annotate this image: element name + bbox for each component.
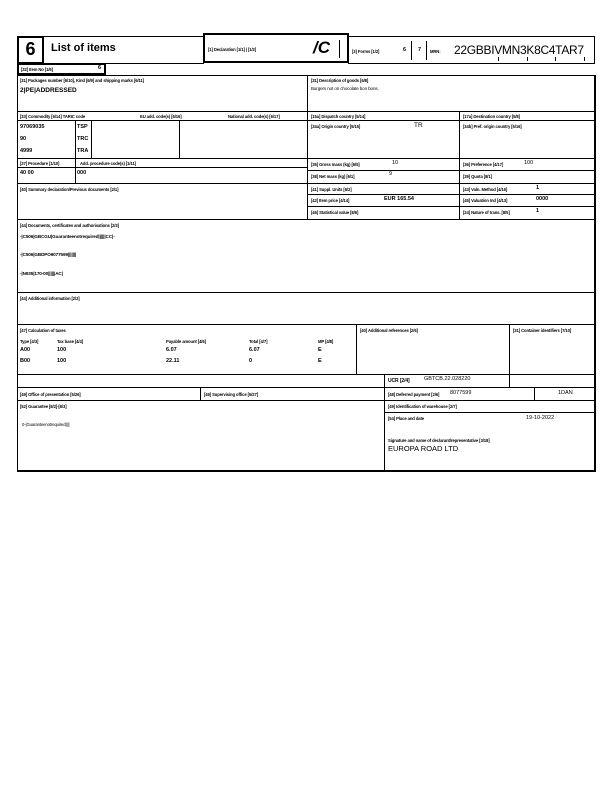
guarantee-value: 0-|Guaranteenotrequired|||| [22,422,70,427]
preference-value: 100 [524,160,534,166]
ucr-label: UCR [2/4] [388,378,410,384]
tax-cell: E [318,347,322,353]
page-number-box [17,36,44,64]
summary-docs-label: [40] Summary declaration/Previous documents [2/1] [20,187,119,192]
item-price-value: EUR 165.54 [384,196,414,202]
page-number: 6 [25,39,36,59]
place-date-value: 19-10-2022 [526,415,555,421]
declaration-label: [1] Declaration [1/1] | [1/2] [208,47,257,52]
dispatch-country-label: [15a] Dispatch country [5/14] [311,114,366,119]
document-line: -|C506|GBDPO9077599||||||| [20,252,77,257]
tax-cell: 100 [57,347,67,353]
commodity-type: TRC [77,136,89,142]
gross-mass-label: [35] Gross mass (kg) [6/5] [311,162,360,167]
quota-label: [39] Quota [8/1] [463,174,492,179]
additional-info-label: [44] Additional information [2/2] [20,296,80,301]
pref-origin-country-label: [34b] Pref. origin country [5/16] [463,124,522,129]
item-no-value: 6 [98,65,102,71]
title-box [43,36,204,64]
declaration-value: /C [313,38,330,57]
item-price-label: [42] Item price [4/14] [311,198,350,203]
tax-header-type: Type [4/3] [20,339,39,344]
tax-cell: B00 [20,358,31,364]
tax-cell: A00 [20,347,31,353]
commodity-code: 4999 [20,148,33,154]
tax-header-mp: MP [4/8] [318,339,334,344]
add-procedure-label: Add. procedure code(s) [1/11] [80,161,136,166]
signature-label: Signature and name of declarant/representative [3/18] [388,438,490,443]
commodity-type: TSP [77,124,88,130]
tax-cell: 22.11 [166,358,180,364]
document-line: -|N935|170-00||||||AC| [20,271,63,276]
declaration-box [203,33,349,63]
commodity-code: 97069035 [20,124,45,130]
valuation-method-value: 1 [536,185,540,191]
item-no-label: [32] Item No [1/6] [21,67,53,72]
supp-units-label: [41] Suppl. Units [6/2] [311,187,352,192]
valuation-method-label: [43] Valn. Method [4/16] [463,187,508,192]
item-no-box [17,63,106,75]
container-ids-label: [31] Container identifiers [7/10] [513,328,572,333]
valuation-ind-value: 0000 [536,196,549,202]
tax-cell: 6.07 [249,347,260,353]
forms-label: [3] Forms [1/2] [352,49,380,54]
description-label: [31] Description of goods [6/8] [311,78,369,83]
statistical-value-label: [46] Statistical value [8/6] [311,210,359,215]
mrn-value: 22GBBIVMN3K8C4TAR7 [454,43,584,57]
net-mass-label: [38] Net mass (kg) [6/1] [311,174,355,179]
tax-cell: 100 [57,358,67,364]
tax-cell: E [318,358,322,364]
commodity-type: TRA [77,148,89,154]
forms-current: 6 [403,47,407,53]
deferred-payment-value: 8077599 [450,390,472,396]
preference-label: [36] Preference [4/17] [463,162,504,167]
description-value: Burgers not on chocolate bon bons. [311,86,379,91]
page-title: List of items [51,42,116,54]
ucr-value: GBTCB.22.028220 [424,376,471,382]
national-add-code-label: National add. code(s) [6/17] [228,114,280,119]
destination-country-label: [17a] Destination country [5/8] [463,114,520,119]
tax-cell: 0 [249,358,253,364]
place-date-label: [54] Place and date [388,416,425,421]
tax-header-base: Tax base [4/4] [57,339,83,344]
signature-value: EUROPA ROAD LTD [388,444,459,453]
nature-transaction-label: [24] Nature of trans. [8/5] [463,210,510,215]
origin-country-label: [34a] Origin country [5/15] [311,124,361,129]
additional-references-label: [40] Additional references [2/6] [360,328,418,333]
procedure-label: [37] Procedure [1/10] [20,161,60,166]
forms-mrn-box [348,36,595,64]
tax-cell: 6.07 [166,347,177,353]
tax-header-payable: Payable amount [4/6] [166,339,206,344]
warehouse-label: [49] Identification of warehouse [2/7] [388,404,457,409]
documents-label: [44] Documents, certificates and authorisations [2/3] [20,223,119,228]
procedure-value: 40 00 [20,170,34,176]
commodity-label: [33] Commodity [6/14] TARIC code [20,114,86,119]
forms-total: 7 [418,47,422,53]
tax-label: [47] Calculation of taxes [20,328,66,333]
commodity-code: 90 [20,136,27,142]
gross-mass-value: 10 [392,160,399,166]
net-mass-value: 9 [389,171,393,177]
add-procedure-value: 000 [77,170,87,176]
document-line: -|C506|GBCGU|Guaranteenotrequired||||||CC|- [20,234,115,239]
guarantee-label: [52] Guarantee [8/2]-[8/3] [20,404,67,409]
mrn-label: MRN: [430,49,441,54]
origin-country-value: TR [414,122,423,129]
packages-label: [31] Packages number [6/10], Kind [6/9] and shipping marks [6/11] [20,78,145,83]
packages-value: 2|PE|ADDRESSED [20,87,77,94]
eu-add-code-label: EU add. code(s) [6/16] [140,114,182,119]
supervising-office-label: [49] Supervising office [5/27] [204,392,259,397]
deferred-payment-code: 1DAN [558,390,573,396]
nature-transaction-value: 1 [536,208,540,214]
office-presentation-label: [49] Office of presentation [5/26] [20,392,81,397]
valuation-ind-label: [45] Valuation Ind [4/13] [463,198,508,203]
deferred-payment-label: [48] Deferred payment [2/6] [388,392,440,397]
tax-header-total: Total [4/7] [249,339,268,344]
